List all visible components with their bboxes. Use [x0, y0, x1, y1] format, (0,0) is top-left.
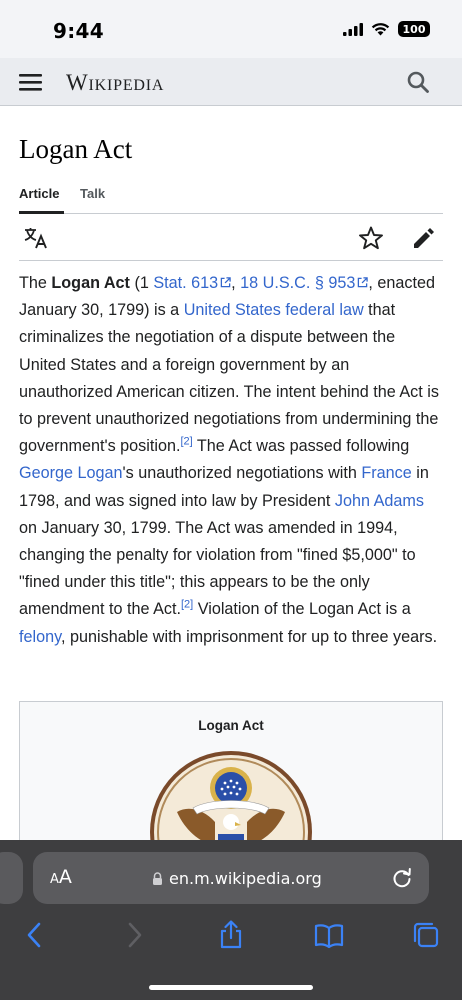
back-arrow-icon[interactable]	[20, 920, 50, 950]
tab-article[interactable]: Article	[19, 186, 60, 201]
status-bar	[0, 0, 462, 58]
text: (1	[129, 274, 154, 292]
text: on January 30, 1799. The Act was amended in 1994, changing the penalty for violation from "fined $5,000" to "fined under this title"; this appears to be the only amendment to the Act.	[19, 518, 416, 619]
reference-link-2[interactable]: [2]	[180, 435, 193, 448]
tab-talk[interactable]: Talk	[80, 186, 106, 201]
aa-large-letter: A	[58, 866, 72, 888]
namespace-tabs	[19, 176, 443, 214]
text: in 1798, and was signed into law by President	[19, 464, 429, 510]
wikipedia-wordmark[interactable]: Wikipedia	[66, 70, 165, 95]
link-john-adams[interactable]: John Adams	[334, 491, 424, 510]
text: , punishable with imprisonment for up to three years.	[61, 627, 438, 646]
battery-icon: 100	[398, 21, 430, 37]
link-france[interactable]: France	[361, 464, 412, 483]
watch-star-icon[interactable]	[358, 225, 384, 251]
address-bar[interactable]	[33, 852, 429, 904]
text: The	[19, 274, 52, 292]
text: The Act was passed following	[192, 437, 410, 456]
text: , enacted January 30, 1799) is a	[19, 274, 435, 320]
text: that criminalizes the negotiation of a dispute between the United States and a foreign government by an unauthorized American citizen. The intent behind the Act is to prevent unauthorized negotiations from undermining the government's position.	[19, 301, 439, 456]
status-time: 9:44	[53, 19, 104, 43]
link-stat-613[interactable]: Stat. 613	[153, 274, 219, 292]
page-title: Logan Act	[19, 134, 133, 164]
cellular-signal-icon	[343, 23, 363, 36]
page-actions-toolbar	[19, 214, 443, 261]
text: ,	[231, 274, 241, 292]
hamburger-menu-icon[interactable]	[18, 71, 44, 93]
lock-icon	[152, 872, 163, 885]
aa-small-letter: A	[50, 872, 59, 887]
bookmarks-book-icon[interactable]	[314, 920, 344, 950]
external-link-icon	[220, 277, 231, 288]
safari-toolbar	[0, 840, 462, 1000]
edit-pencil-icon[interactable]	[411, 225, 437, 251]
search-icon[interactable]	[406, 70, 430, 94]
link-18-usc-953[interactable]: 18 U.S.C. § 953	[240, 274, 356, 292]
reference-link-2[interactable]: [2]	[180, 599, 194, 612]
language-translate-icon[interactable]	[23, 225, 49, 251]
link-united-states-federal-law[interactable]: United States federal law	[183, 301, 364, 320]
status-icons	[343, 21, 430, 37]
great-seal-image[interactable]	[149, 750, 313, 851]
infobox-title: Logan Act	[198, 718, 264, 733]
reader-settings-button[interactable]	[50, 866, 72, 888]
infobox	[19, 701, 443, 851]
text: 's unauthorized negotiations with	[122, 464, 362, 483]
tabs-icon[interactable]	[411, 920, 441, 950]
link-felony[interactable]: felony	[19, 627, 61, 646]
link-george-logan[interactable]: George Logan	[19, 464, 123, 483]
bold-article-title: Logan Act	[51, 274, 130, 292]
text: Violation of the Logan Act is a	[193, 600, 411, 619]
reload-icon[interactable]	[391, 867, 413, 889]
external-link-icon	[357, 277, 368, 288]
wikipedia-header	[0, 58, 462, 106]
previous-tab-preview[interactable]	[0, 852, 23, 904]
home-indicator	[149, 985, 313, 990]
wifi-icon	[371, 22, 390, 36]
article-lead-paragraph	[19, 270, 445, 651]
url-text: en.m.wikipedia.org	[169, 869, 322, 888]
share-icon[interactable]	[216, 920, 246, 950]
forward-arrow-icon[interactable]	[119, 920, 149, 950]
